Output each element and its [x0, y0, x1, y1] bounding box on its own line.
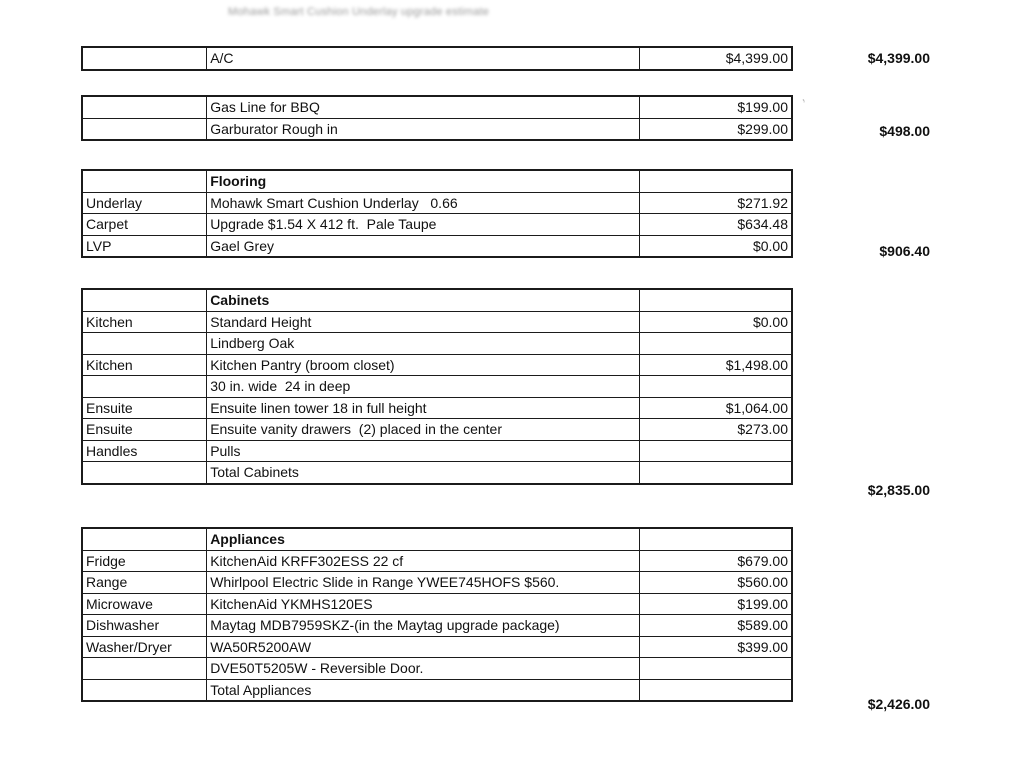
table-row [82, 462, 792, 484]
row-label [82, 658, 207, 680]
ac-section [81, 46, 793, 71]
row-price: $271.92 [639, 192, 792, 214]
ac-table [81, 46, 793, 71]
cabinets-total: $2,835.00 [867, 482, 930, 498]
row-label [82, 462, 207, 484]
cabinets-table [81, 288, 793, 485]
row-price [639, 333, 792, 355]
table-row [82, 397, 792, 419]
row-price [639, 376, 792, 398]
table-row [82, 376, 792, 398]
row-price: $199.00 [639, 96, 792, 118]
table-row [82, 550, 792, 572]
table-row [82, 615, 792, 637]
row-label: Range [82, 572, 207, 594]
appliances-total: $2,426.00 [867, 696, 930, 712]
table-row [82, 658, 792, 680]
row-price: $1,498.00 [639, 354, 792, 376]
row-label: Carpet [82, 214, 207, 236]
row-price: $0.00 [639, 311, 792, 333]
row-label [82, 679, 207, 701]
row-label [82, 47, 207, 70]
row-item: KitchenAid YKMHS120ES [207, 593, 639, 615]
row-label: Ensuite [82, 419, 207, 441]
row-label: Ensuite [82, 397, 207, 419]
appliances-section [81, 527, 793, 702]
row-item: Gas Line for BBQ [207, 96, 639, 118]
row-item: Ensuite linen tower 18 in full height [207, 397, 639, 419]
flooring-section [81, 169, 793, 258]
row-price [639, 679, 792, 701]
table-row [82, 311, 792, 333]
row-label: Handles [82, 440, 207, 462]
row-price: $4,399.00 [639, 47, 792, 70]
row-price [639, 170, 792, 192]
row-label: Washer/Dryer [82, 636, 207, 658]
blurred-header-text: Mohawk Smart Cushion Underlay upgrade estimate [228, 6, 490, 18]
row-item: 30 in. wide 24 in deep [207, 376, 639, 398]
row-item: Garburator Rough in [207, 118, 639, 140]
row-price: $299.00 [639, 118, 792, 140]
flooring-total: $906.40 [879, 243, 930, 259]
row-price: $273.00 [639, 419, 792, 441]
gas-total: $498.00 [879, 123, 930, 139]
table-row [82, 528, 792, 550]
row-price [639, 440, 792, 462]
row-price: $0.00 [639, 235, 792, 257]
row-label: Underlay [82, 192, 207, 214]
row-label [82, 170, 207, 192]
row-item: WA50R5200AW [207, 636, 639, 658]
table-row [82, 235, 792, 257]
table-row [82, 419, 792, 441]
row-label [82, 96, 207, 118]
row-label [82, 333, 207, 355]
flooring-heading: Flooring [207, 170, 639, 192]
cabinets-section [81, 288, 793, 485]
row-item: Mohawk Smart Cushion Underlay 0.66 [207, 192, 639, 214]
row-item: Maytag MDB7959SKZ-(in the Maytag upgrade package) [207, 615, 639, 637]
row-price: $199.00 [639, 593, 792, 615]
scan-mark: , [797, 87, 807, 105]
row-item: Upgrade $1.54 X 412 ft. Pale Taupe [207, 214, 639, 236]
row-label: Fridge [82, 550, 207, 572]
appliances-heading: Appliances [207, 528, 639, 550]
cabinets-heading: Cabinets [207, 289, 639, 311]
row-item: Total Cabinets [207, 462, 639, 484]
ac-total: $4,399.00 [867, 50, 930, 66]
row-item: Kitchen Pantry (broom closet) [207, 354, 639, 376]
table-row [82, 572, 792, 594]
table-row [82, 118, 792, 140]
row-price [639, 289, 792, 311]
table-row [82, 47, 792, 70]
row-item: Standard Height [207, 311, 639, 333]
table-row [82, 192, 792, 214]
row-label [82, 376, 207, 398]
row-label [82, 528, 207, 550]
row-item: DVE50T5205W - Reversible Door. [207, 658, 639, 680]
row-price: $589.00 [639, 615, 792, 637]
row-label [82, 118, 207, 140]
table-row [82, 354, 792, 376]
row-price [639, 658, 792, 680]
row-price [639, 462, 792, 484]
row-price [639, 528, 792, 550]
table-row [82, 593, 792, 615]
row-label: Microwave [82, 593, 207, 615]
row-price: $399.00 [639, 636, 792, 658]
row-price: $1,064.00 [639, 397, 792, 419]
gas-table [81, 95, 793, 141]
row-label: Kitchen [82, 311, 207, 333]
appliances-table [81, 527, 793, 702]
table-row [82, 679, 792, 701]
row-label: Dishwasher [82, 615, 207, 637]
gas-section [81, 95, 793, 141]
table-row [82, 333, 792, 355]
row-item: KitchenAid KRFF302ESS 22 cf [207, 550, 639, 572]
row-label: Kitchen [82, 354, 207, 376]
table-row [82, 440, 792, 462]
row-item: Pulls [207, 440, 639, 462]
table-row [82, 636, 792, 658]
row-price: $634.48 [639, 214, 792, 236]
flooring-table [81, 169, 793, 258]
row-price: $679.00 [639, 550, 792, 572]
row-item: Lindberg Oak [207, 333, 639, 355]
table-row [82, 214, 792, 236]
table-row [82, 96, 792, 118]
row-price: $560.00 [639, 572, 792, 594]
row-item: A/C [207, 47, 639, 70]
row-item: Whirlpool Electric Slide in Range YWEE745HOFS $560. [207, 572, 639, 594]
row-item: Ensuite vanity drawers (2) placed in the center [207, 419, 639, 441]
row-item: Total Appliances [207, 679, 639, 701]
row-label [82, 289, 207, 311]
table-row [82, 289, 792, 311]
table-row [82, 170, 792, 192]
row-item: Gael Grey [207, 235, 639, 257]
row-label: LVP [82, 235, 207, 257]
